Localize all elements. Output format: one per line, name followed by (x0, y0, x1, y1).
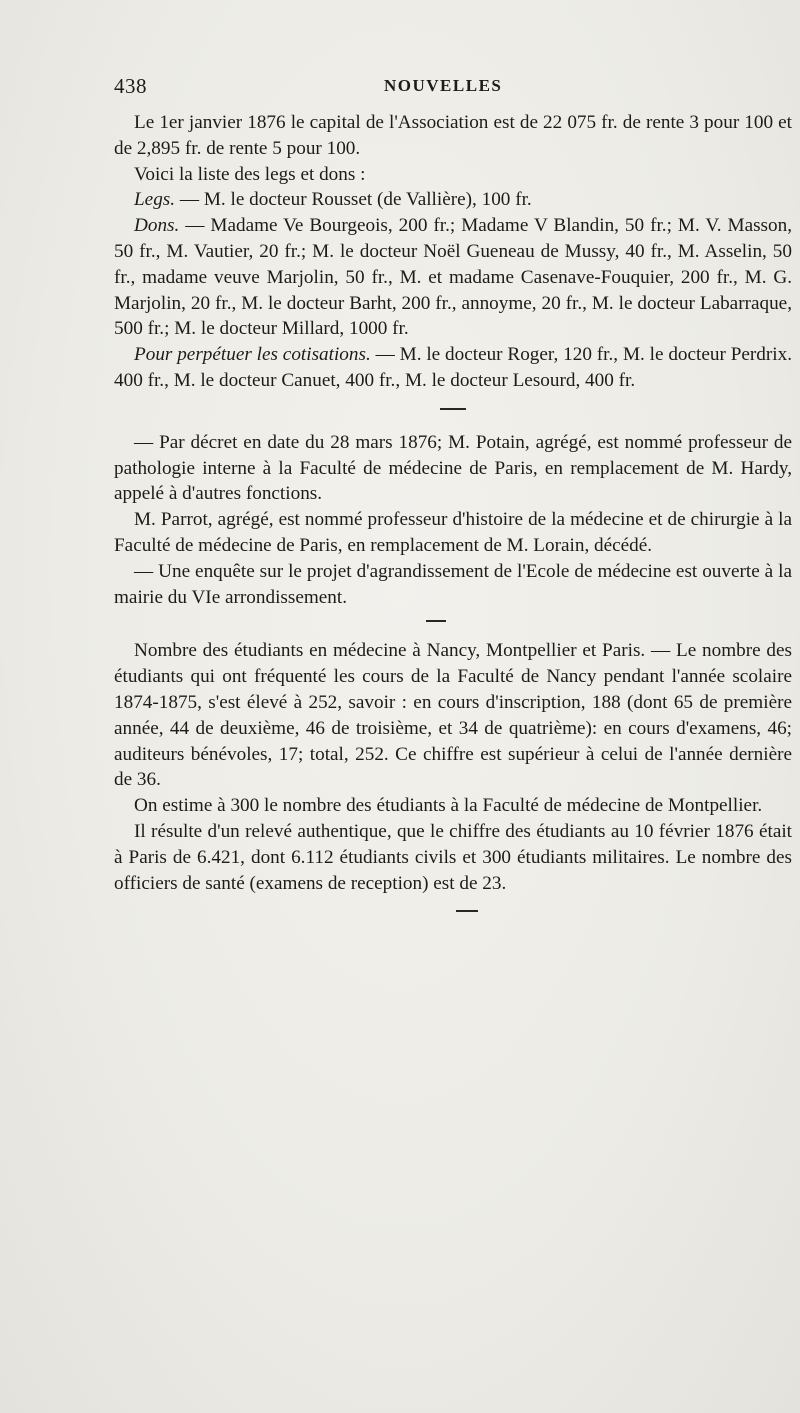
paragraph-montpellier: On estime à 300 le nombre des étudiants à la Faculté de médecine de Montpellier. (134, 795, 763, 817)
paragraph-dons (114, 213, 792, 342)
page-number: 438 (114, 74, 147, 98)
section-divider (440, 408, 466, 410)
paragraph-enquete: — Une enquête sur le projet d'agrandissement de l'Ecole de médecine est ouverte à la mairie du VIe arrondissement. (114, 560, 792, 608)
paragraph-list-intro: Voici la liste des legs et dons : (134, 163, 366, 185)
paragraph-potain: — Par décret en date du 28 mars 1876; M. Potain, agrégé, est nommé professeur de pathologie interne à la Faculté de médecine de Paris, en remplacement de M. Hardy, appelé à d'autres fonctions. (114, 431, 792, 505)
legs-label: Legs. (134, 189, 176, 211)
cotisations-label: Pour perpétuer les cotisations. (134, 344, 371, 366)
cotisations-text: — M. le docteur Roger, 120 fr., M. le docteur Perdrix. 400 fr., M. le docteur Canuet, 400 fr., M. le docteur Lesourd, 400 fr. (114, 344, 792, 391)
legs-text: — M. le docteur Rousset (de Vallière), 100 fr. (175, 189, 532, 211)
page-header (114, 74, 794, 102)
paragraph-etudiants-nancy: Nombre des étudiants en médecine à Nancy, Montpellier et Paris. — Le nombre des étudiants qui ont fréquenté les cours de la Faculté de Nancy pendant l'année scolaire 1874-1875, s'est élevé à 252, savoir : en cours d'inscription, 188 (dont 65 de première année, 44 de deuxième, 46 de troisième, et 34 de quatrième): en cours d'examens, 46; auditeurs bénévoles, 17; total, 252. Ce chiffre est supérieur à celui de l'année dernière de 36. (114, 640, 792, 791)
running-head: NOUVELLES (384, 76, 503, 95)
paragraph-paris: Il résulte d'un relevé authentique, que le chiffre des étudiants au 10 février 1876 était à Paris de 6.421, dont 6.112 étudiants civils et 300 étudiants militaires. Le nombre des officiers de santé (examens de reception) est de 23. (114, 820, 792, 894)
paragraph-parrot: M. Parrot, agrégé, est nommé professeur d'histoire de la médecine et de chirurgie à la Faculté de médecine de Paris, en remplacement de M. Lorain, décédé. (114, 509, 792, 556)
paragraph-cotisations (114, 342, 792, 394)
paragraph-capital: Le 1er janvier 1876 le capital de l'Association est de 22 075 fr. de rente 3 pour 100 et de 2,895 fr. de rente 5 pour 100. (114, 112, 792, 159)
section-divider (456, 910, 478, 912)
body-text (114, 110, 792, 912)
dons-label: Dons. (134, 215, 180, 237)
paragraph-legs (114, 187, 792, 213)
dons-text: — Madame Ve Bourgeois, 200 fr.; Madame V Blandin, 50 fr.; M. V. Masson, 50 fr., M. Vautier, 20 fr.; M. le docteur Noël Gueneau de Mussy, 40 fr., M. Asselin, 50 fr., madame veuve Marjolin, 50 fr., M. et madame Casenave-Fouquier, 200 fr., M. G. Marjolin, 20 fr., M. le docteur Barht, 200 fr., annoyme, 20 fr., M. le docteur Labarraque, 500 fr.; M. le docteur Millard, 1000 fr. (114, 215, 792, 340)
section-divider (426, 620, 446, 622)
